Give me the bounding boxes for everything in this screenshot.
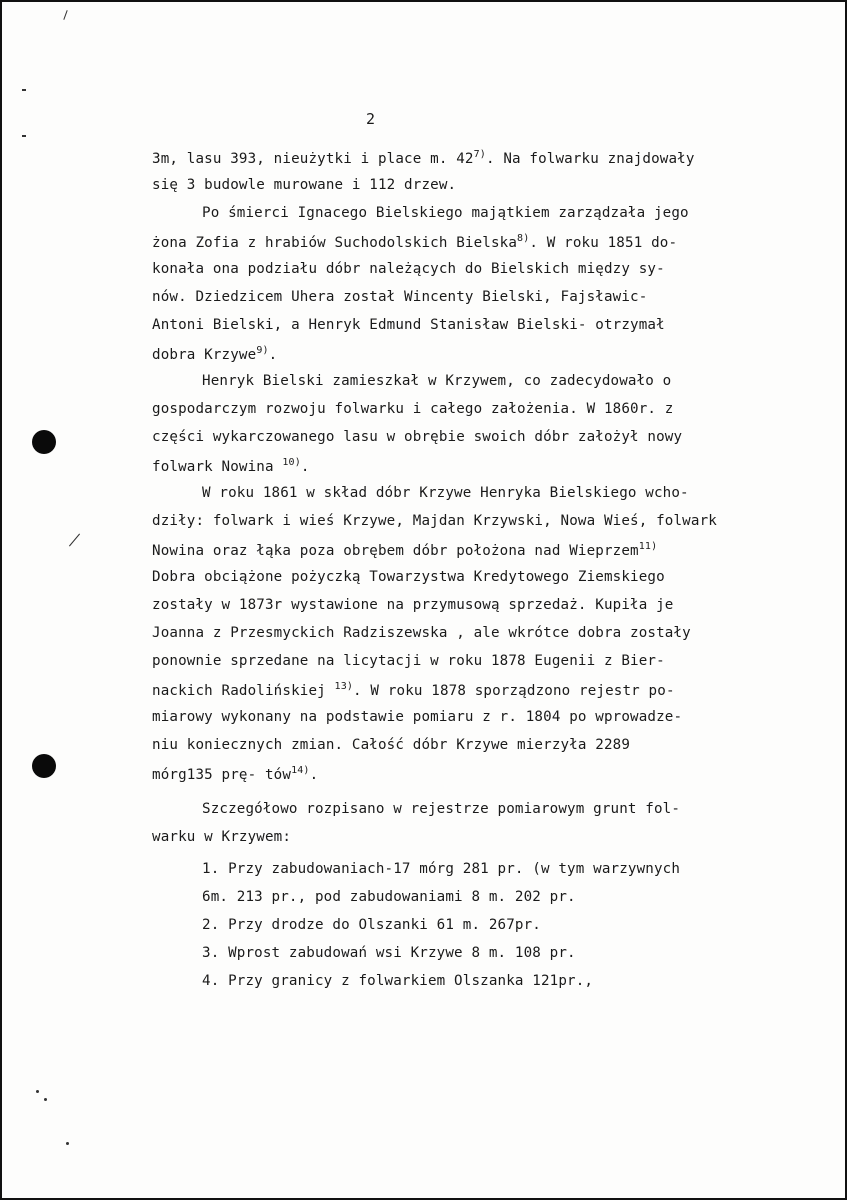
text-line bbox=[202, 205, 689, 221]
text-line bbox=[152, 541, 657, 559]
text-line bbox=[202, 945, 576, 961]
scan-mark bbox=[22, 135, 26, 137]
line-text: 2. Przy drodze do Olszanki 61 m. 267pr. bbox=[202, 917, 541, 933]
line-text: 3m, lasu 393, nieużytki i place m. 42 bbox=[152, 151, 474, 167]
line-text: Joanna z Przesmyckich Radziszewska , ale wkrótce dobra zostały bbox=[152, 625, 691, 641]
text-line bbox=[152, 345, 277, 363]
line-text: dobra Krzywe bbox=[152, 347, 257, 363]
text-line bbox=[152, 233, 677, 251]
text-line bbox=[152, 709, 682, 725]
text-line bbox=[202, 917, 541, 933]
text-line bbox=[152, 569, 665, 585]
text-line bbox=[202, 485, 689, 501]
text-line bbox=[202, 861, 680, 877]
line-text: mórg135 prę- tów bbox=[152, 767, 292, 783]
scan-mark bbox=[69, 534, 80, 547]
line-text-cont: . W roku 1851 do- bbox=[529, 235, 678, 251]
line-text: Dobra obciążone pożyczką Towarzystwa Kredytowego Ziemskiego bbox=[152, 569, 665, 585]
line-text: 1. Przy zabudowaniach-17 mórg 281 pr. (w tym warzywnych bbox=[202, 861, 681, 877]
line-text: miarowy wykonany na podstawie pomiaru z r. 1804 po wprowadze- bbox=[152, 709, 683, 725]
scan-mark bbox=[63, 10, 67, 20]
text-line bbox=[152, 625, 691, 641]
footnote-ref: 11) bbox=[638, 541, 658, 552]
text-line bbox=[202, 373, 671, 389]
scan-mark bbox=[22, 89, 26, 91]
text-line bbox=[152, 597, 674, 613]
line-text: gospodarczym rozwoju folwarku i całego założenia. W 1860r. z bbox=[152, 401, 674, 417]
footnote-ref: 8) bbox=[517, 233, 530, 244]
text-line bbox=[152, 429, 682, 445]
text-line bbox=[202, 973, 593, 989]
line-text: 4. Przy granicy z folwarkiem Olszanka 121pr., bbox=[202, 973, 594, 989]
line-text: ponownie sprzedane na licytacji w roku 1878 Eugenii z Bier- bbox=[152, 653, 665, 669]
line-text: Szczegółowo rozpisano w rejestrze pomiarowym grunt fol- bbox=[202, 801, 681, 817]
footnote-ref: 14) bbox=[291, 765, 310, 776]
footnote-ref: 10) bbox=[282, 457, 301, 468]
line-text: nów. Dziedzicem Uhera został Wincenty Bielski, Fajsławic- bbox=[152, 289, 648, 305]
line-text-cont: . bbox=[268, 347, 278, 363]
text-line bbox=[152, 401, 674, 417]
line-text: dziły: folwark i wieś Krzywe, Majdan Krzywski, Nowa Wieś, folwark bbox=[152, 513, 717, 529]
line-text-cont: . bbox=[309, 767, 319, 783]
text-line bbox=[202, 801, 680, 817]
line-text: folwark Nowina bbox=[152, 459, 283, 475]
text-line bbox=[152, 829, 291, 845]
line-text: warku w Krzywem: bbox=[152, 829, 292, 845]
line-text: Henryk Bielski zamieszkał w Krzywem, co zadecydowało o bbox=[202, 373, 672, 389]
scan-mark bbox=[36, 1090, 39, 1093]
line-text: żona Zofia z hrabiów Suchodolskich Bielska bbox=[152, 235, 518, 251]
text-line bbox=[152, 681, 675, 699]
footnote-ref: 9) bbox=[256, 345, 269, 356]
scan-mark bbox=[44, 1098, 47, 1101]
text-line bbox=[152, 177, 456, 193]
text-line bbox=[202, 889, 576, 905]
line-text: nackich Radolińskiej bbox=[152, 683, 335, 699]
line-text: 6m. 213 pr., pod zabudowaniami 8 m. 202 pr. bbox=[202, 889, 576, 905]
text-line bbox=[152, 457, 310, 475]
line-text: zostały w 1873r wystawione na przymusową sprzedaż. Kupiła je bbox=[152, 597, 674, 613]
line-text: 3. Wprost zabudowań wsi Krzywe 8 m. 108 pr. bbox=[202, 945, 576, 961]
scan-mark bbox=[66, 1142, 69, 1145]
line-text: W roku 1861 w skład dóbr Krzywe Henryka Bielskiego wcho- bbox=[202, 485, 689, 501]
footnote-ref: 7) bbox=[473, 149, 486, 160]
line-text-cont: . bbox=[300, 459, 310, 475]
line-text: konała ona podziału dóbr należących do Bielskich między sy- bbox=[152, 261, 665, 277]
text-line bbox=[152, 261, 665, 277]
page-number: 2 bbox=[366, 110, 376, 128]
text-line bbox=[152, 765, 318, 783]
line-text: się 3 budowle murowane i 112 drzew. bbox=[152, 177, 457, 193]
text-line bbox=[152, 149, 695, 167]
line-text-cont: . W roku 1878 sporządzono rejestr po- bbox=[353, 683, 675, 699]
line-text: Po śmierci Ignacego Bielskiego majątkiem zarządzała jego bbox=[202, 205, 689, 221]
text-line bbox=[152, 513, 717, 529]
line-text-cont: . Na folwarku znajdowały bbox=[485, 151, 695, 167]
footnote-ref: 13) bbox=[334, 681, 354, 692]
line-text: Nowina oraz łąka poza obrębem dóbr położona nad Wieprzem bbox=[152, 543, 639, 559]
line-text: części wykarczowanego lasu w obrębie swoich dóbr założył nowy bbox=[152, 429, 683, 445]
text-line bbox=[152, 737, 630, 753]
text-line bbox=[152, 653, 665, 669]
line-text: niu koniecznych zmian. Całość dóbr Krzywe mierzyła 2289 bbox=[152, 737, 631, 753]
punch-hole-top bbox=[32, 430, 56, 454]
line-text: Antoni Bielski, a Henryk Edmund Stanisław Bielski- otrzymał bbox=[152, 317, 665, 333]
text-line bbox=[152, 289, 647, 305]
punch-hole-bottom bbox=[32, 754, 56, 778]
text-line bbox=[152, 317, 665, 333]
